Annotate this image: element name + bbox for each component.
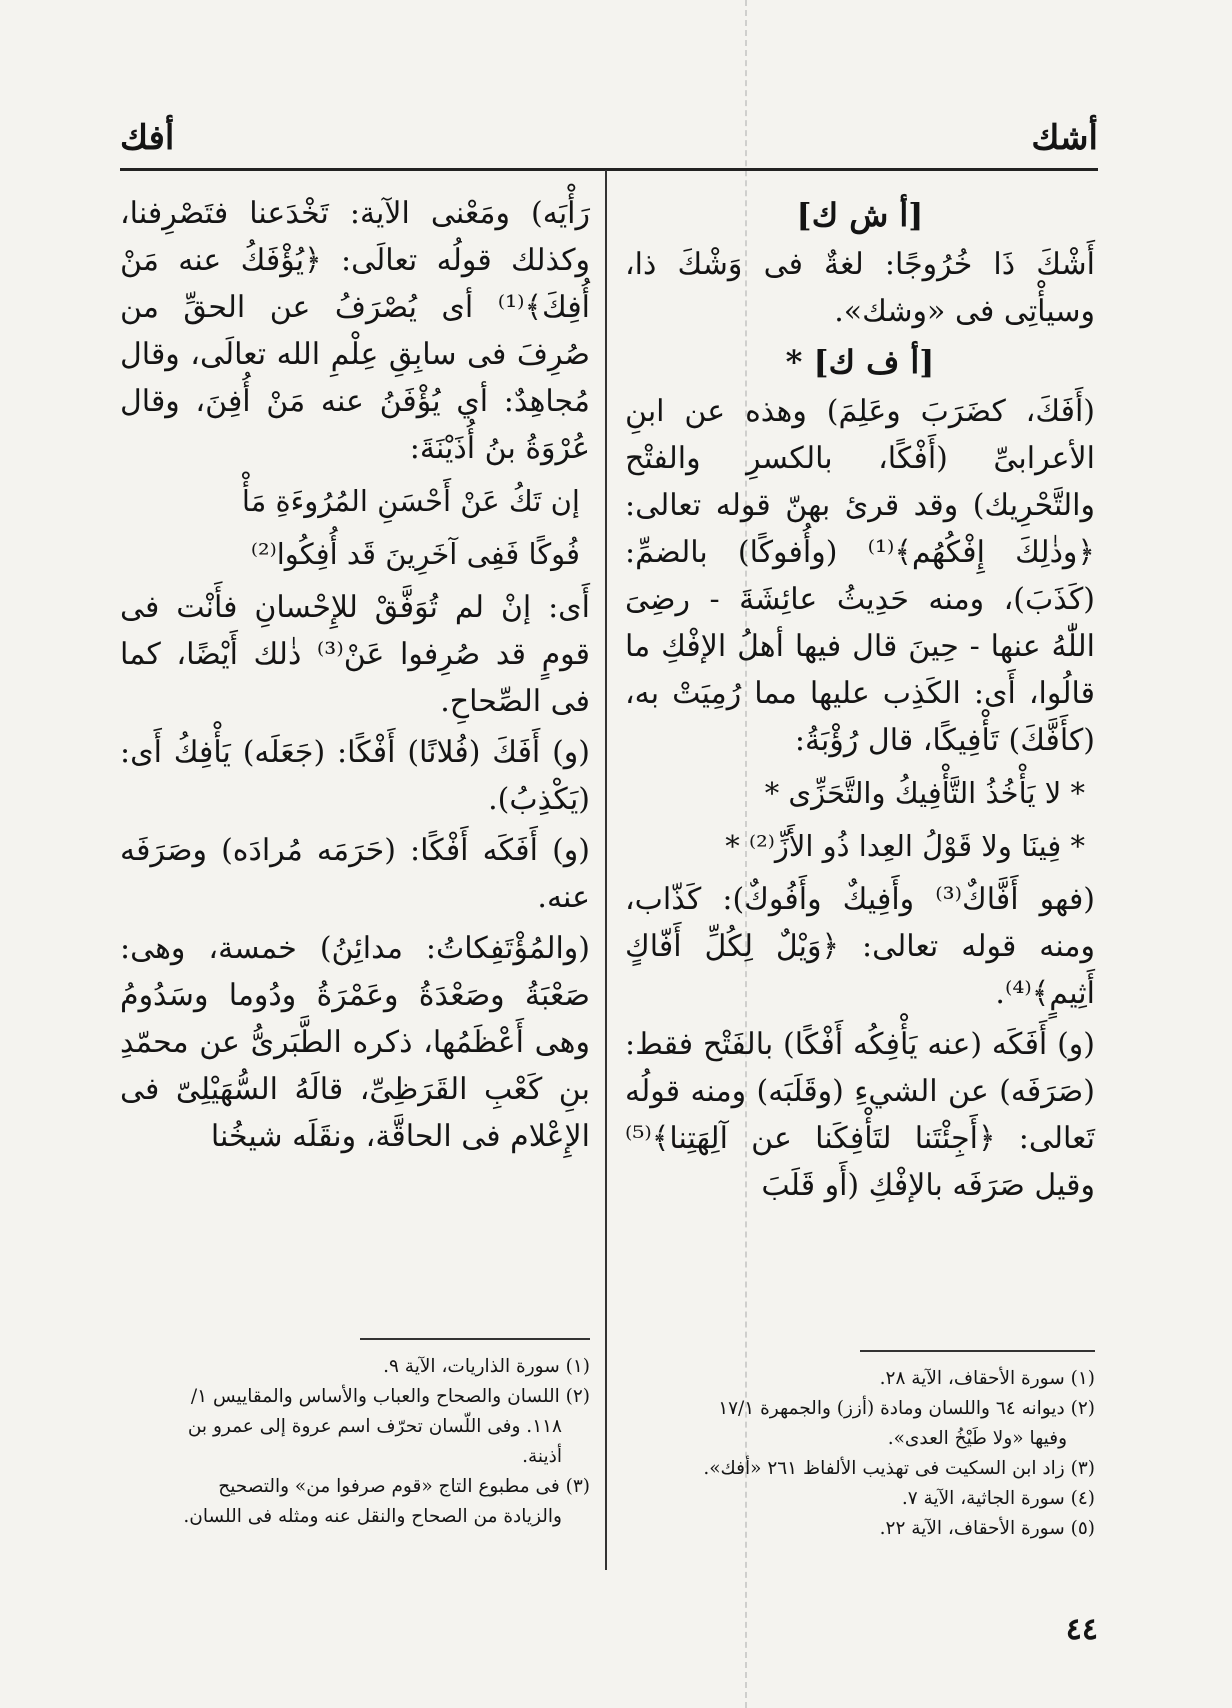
verse-line: فُوكًا فَفِى آخَرِينَ قَد أُفِكُوا⁽²⁾ [250, 537, 580, 571]
paragraph: (والمُؤْتَفِكاتُ: مدائِنُ) خمسة، وهى: صَعْبَةُ وصَعْدَةُ وعَمْرَةُ ودُوما وسَدُومُ وهى أَعْظَمُها، ذكره الطَّبَرىُّ عن محمّدِ بنِ كَعْبِ القَرَظِىِّ، قالَهُ السُّهَيْلِىّ فى الإِعْلام فى الحاقَّة، ونقَلَه شيخُنا [120, 931, 590, 1154]
verse-line: * لا يَأْخُذُ التَّأْفِيكُ والتَّحَزِّى * [764, 776, 1085, 810]
paragraph: (أَفَكَ، كضَرَبَ وعَلِمَ) وهذه عن ابنِ الأعرابىِّ (أَفْكًا، بالكسرِ والفتْح والتَّحْرِيك) وقد قرئ بهنّ قوله تعالى: ﴿وذٰلِكَ إِفْكُهُم﴾⁽¹⁾ (وأُفوكًا) بالضمِّ: (كَذَبَ)، ومنه حَدِيثُ عائِشَةَ - رضِىَ اللّٰهُ عنها - حِينَ قال فيها أهلُ الإفْكِ ما قالُوا، أَى: الكَذِب عليها مما رُمِيَتْ به، (كأَفَّكَ) تَأْفِيكًا، قال رُؤْبَةُ: [625, 394, 1095, 758]
paragraph: (فهو أَفَّاكٌ⁽³⁾ وأَفِيكٌ وأَفُوكٌ): كَذّاب، ومنه قوله تعالى: ﴿وَيْلٌ لِكُلِّ أَفّاكٍ أَثِيمٍ﴾⁽⁴⁾. [625, 882, 1095, 1011]
left-column [120, 190, 590, 1164]
entry-title-afk: [أ ف ك] * [785, 343, 935, 381]
paragraph: رَأْيَه) ومَعْنى الآية: تَخْدَعنا فتَصْرِفنا، وكذلك قولُه تعالَى: ﴿يُؤْفَكُ عنه مَنْ أُفِكَ﴾⁽¹⁾ أى يُصْرَفُ عن الحقِّ من صُرِفَ فى سابِقِ عِلْمِ الله تعالَى، وقال مُجاهِدٌ: أي يُؤْفَنُ عنه مَنْ أُفِنَ، وقال عُرْوَةُ بنُ أُذَيْنَةَ: [120, 196, 590, 466]
right-column [625, 190, 1095, 1213]
footnote: (١) سورة الأحقاف، الآية ٢٨. [879, 1368, 1095, 1389]
verse-line: إن تَكُ عَنْ أَحْسَنِ المُرُوءَةِ مَأْ [241, 484, 580, 518]
footnote: (٢) اللسان والصحاح والعباب والأساس والمقاييس ١/ [190, 1386, 590, 1407]
column-divider [605, 170, 607, 1570]
footnote: (٢) ديوانه ٦٤ واللسان ومادة (أزز) والجمهرة ١٧/١ [718, 1398, 1095, 1419]
footnote-rule-left [360, 1338, 590, 1340]
entry-title-ashk: [أ ش ك] [796, 196, 924, 234]
footnote: ١١٨. وفى اللّسان تحرّف اسم عروة إلى عمرو بن [187, 1416, 562, 1437]
verse-line: * فِينَا ولا قَوْلُ العِدا ذُو الأَزِّ⁽²⁾ * [725, 829, 1085, 863]
footnote: (١) سورة الذاريات، الآية ٩. [383, 1356, 590, 1377]
page-header [120, 118, 1098, 172]
footnotes-right [625, 1364, 1095, 1544]
header-rule [120, 168, 1098, 171]
page-number: ٤٤ [1065, 1612, 1098, 1647]
footnote-rule-right [860, 1350, 1095, 1352]
paragraph: (و) أَفَكَه (عنه يَأْفِكُه أَفْكًا) بالفَتْح فقط: (صَرَفَه) عن الشيءِ (وقَلَبَه) ومنه قولُه تَعالى: ﴿أَجِئْتَنا لتَأْفِكَنا عن آلِهَتِنا﴾⁽⁵⁾ وقيل صَرَفَه بالإفْكِ (أَو قَلَبَ [625, 1027, 1095, 1203]
footnote: أذينة. [522, 1446, 562, 1467]
footnote: وفيها «ولا طَيْخُ العدى». [887, 1428, 1067, 1449]
paragraph: (و) أَفَكَه أَفْكًا: (حَرَمَه مُرادَه) وصَرَفَه عنه. [120, 833, 590, 915]
paragraph: أَشْكَ ذَا خُرُوجًا: لغةٌ فى وَشْكَ ذا، وسيأْتِى فى «وشك». [625, 247, 1095, 329]
footnote: (٥) سورة الأحقاف، الآية ٢٢. [879, 1518, 1095, 1539]
footnote: (٣) فى مطبوع التاج «قوم صرفوا من» والتصحيح [218, 1476, 590, 1497]
paragraph: أَى: إنْ لم تُوَفَّقْ للإِحْسانِ فأَنْت فى قومٍ قد صُرِفوا عَنْ⁽³⁾ ذٰلك أَيْضًا، كما فى الصِّحاحِ. [120, 590, 590, 719]
footnote: (٤) سورة الجاثية، الآية ٧. [901, 1488, 1095, 1509]
paragraph: (و) أَفَكَ (فُلانًا) أَفْكًا: (جَعَلَه) يَأْفِكُ أَى: (يَكْذِبُ). [120, 735, 590, 817]
running-head-right: أشك [1031, 118, 1098, 158]
footnote: (٣) زاد ابن السكيت فى تهذيب الألفاظ ٢٦١ «أفك». [703, 1458, 1095, 1479]
running-head-left: أفك [120, 118, 175, 158]
footnotes-left [120, 1352, 590, 1532]
footnote: والزيادة من الصحاح والنقل عنه ومثله فى اللسان. [183, 1506, 562, 1527]
